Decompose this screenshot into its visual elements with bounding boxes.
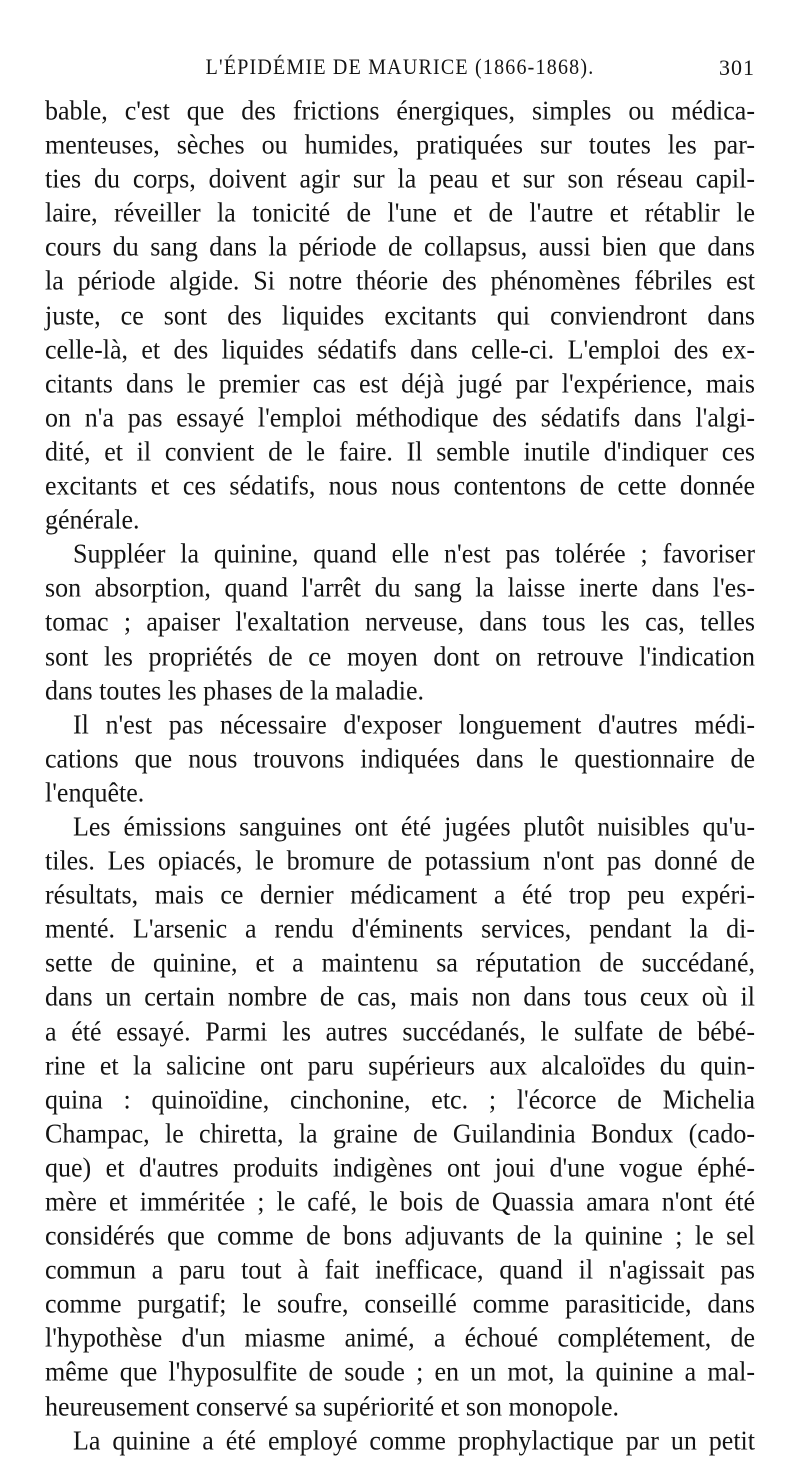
text-line: mère et imméritée ; le café, le bois de Quassia amara n'ont été bbox=[45, 1186, 755, 1217]
text-line: Champac, le chiretta, la graine de Guilandinia Bondux (cado- bbox=[45, 1117, 755, 1149]
text-line: menteuses, sèches ou humides, pratiquées sur toutes les par- bbox=[45, 129, 755, 160]
text-line: on n'a pas essayé l'emploi méthodique des sédatifs dans l'algi- bbox=[45, 401, 755, 433]
text-line: comme purgatif; le soufre, conseillé comme parasiticide, dans bbox=[45, 1288, 755, 1320]
running-title: L'ÉPIDÉMIE DE MAURICE (1866-1868). bbox=[205, 55, 595, 80]
paragraph-start-line: Les émissions sanguines ont été jugées plutôt nuisibles qu'u- bbox=[73, 811, 755, 842]
text-line: citants dans le premier cas est déjà jugé par l'expérience, mais bbox=[45, 367, 755, 399]
text-line: même que l'hyposulfite de soude ; en un mot, la quinine a mal- bbox=[45, 1356, 755, 1388]
text-line: tiles. Les opiacés, le bromure de potassium n'ont pas donné de bbox=[45, 845, 755, 876]
text-line: l'hypothèse d'un miasme animé, a échoué complétement, de bbox=[45, 1322, 755, 1354]
text-line: bable, c'est que des frictions énergiques, simples ou médica- bbox=[45, 95, 755, 126]
text-line: résultats, mais ce dernier médicament a été trop peu expéri- bbox=[45, 879, 755, 910]
text-line: sont les propriétés de ce moyen dont on retrouve l'indication bbox=[45, 640, 755, 672]
text-line: la période algide. Si notre théorie des phénomènes fébriles est bbox=[45, 265, 755, 297]
text-line: laire, réveiller la tonicité de l'une et de l'autre et rétablir le bbox=[45, 197, 755, 229]
body-text bbox=[45, 94, 755, 1458]
paragraph-end-line: dans toutes les phases de la maladie. bbox=[45, 674, 425, 706]
text-line: considérés que comme de bons adjuvants de la quinine ; le sel bbox=[45, 1220, 755, 1251]
text-line: dans un certain nombre de cas, mais non dans tous ceux où il bbox=[45, 981, 755, 1013]
text-line: juste, ce sont des liquides excitants qui conviendront dans bbox=[45, 299, 755, 331]
text-line: commun a paru tout à fait inefficace, quand il n'agissait pas bbox=[45, 1254, 755, 1286]
paragraph-end-line: générale. bbox=[45, 504, 140, 535]
running-header bbox=[45, 55, 755, 89]
text-line: celle-là, et des liquides sédatifs dans celle-ci. L'emploi des ex- bbox=[45, 333, 755, 365]
text-line: dité, et il convient de le faire. Il semble inutile d'indiquer ces bbox=[45, 436, 755, 467]
page-number: 301 bbox=[719, 55, 755, 80]
text-line: sette de quinine, et a maintenu sa réputation de succédané, bbox=[45, 947, 755, 979]
text-line: menté. L'arsenic a rendu d'éminents services, pendant la di- bbox=[45, 913, 755, 945]
text-line: ties du corps, doivent agir sur la peau et sur son réseau capil- bbox=[45, 163, 755, 195]
text-line: cours du sang dans la période de collapsus, aussi bien que dans bbox=[45, 231, 755, 263]
paragraph-start-line: Il n'est pas nécessaire d'exposer longuement d'autres médi- bbox=[73, 708, 755, 740]
text-line: cations que nous trouvons indiquées dans le questionnaire de bbox=[45, 742, 755, 774]
text-line: quina : quinoïdine, cinchonine, etc. ; l'écorce de Michelia bbox=[45, 1083, 755, 1115]
text-line: son absorption, quand l'arrêt du sang la laisse inerte dans l'es- bbox=[45, 572, 755, 604]
paragraph-end-line: l'enquête. bbox=[45, 776, 145, 808]
page bbox=[45, 55, 755, 1458]
paragraph-end-line: heureusement conservé sa supériorité et son monopole. bbox=[45, 1390, 619, 1422]
paragraph-start-line: Suppléer la quinine, quand elle n'est pas tolérée ; favoriser bbox=[73, 538, 755, 570]
text-line: a été essayé. Parmi les autres succédanés, le sulfate de bébé- bbox=[45, 1015, 755, 1047]
text-line: excitants et ces sédatifs, nous nous contentons de cette donnée bbox=[45, 470, 755, 501]
text-line: que) et d'autres produits indigènes ont joui d'une vogue éphé- bbox=[45, 1152, 755, 1183]
text-line: rine et la salicine ont paru supérieurs aux alcaloïdes du quin- bbox=[45, 1049, 755, 1081]
paragraph-start-line: La quinine a été employé comme prophylactique par un petit bbox=[73, 1424, 755, 1456]
text-line: tomac ; apaiser l'exaltation nerveuse, dans tous les cas, telles bbox=[45, 606, 755, 638]
